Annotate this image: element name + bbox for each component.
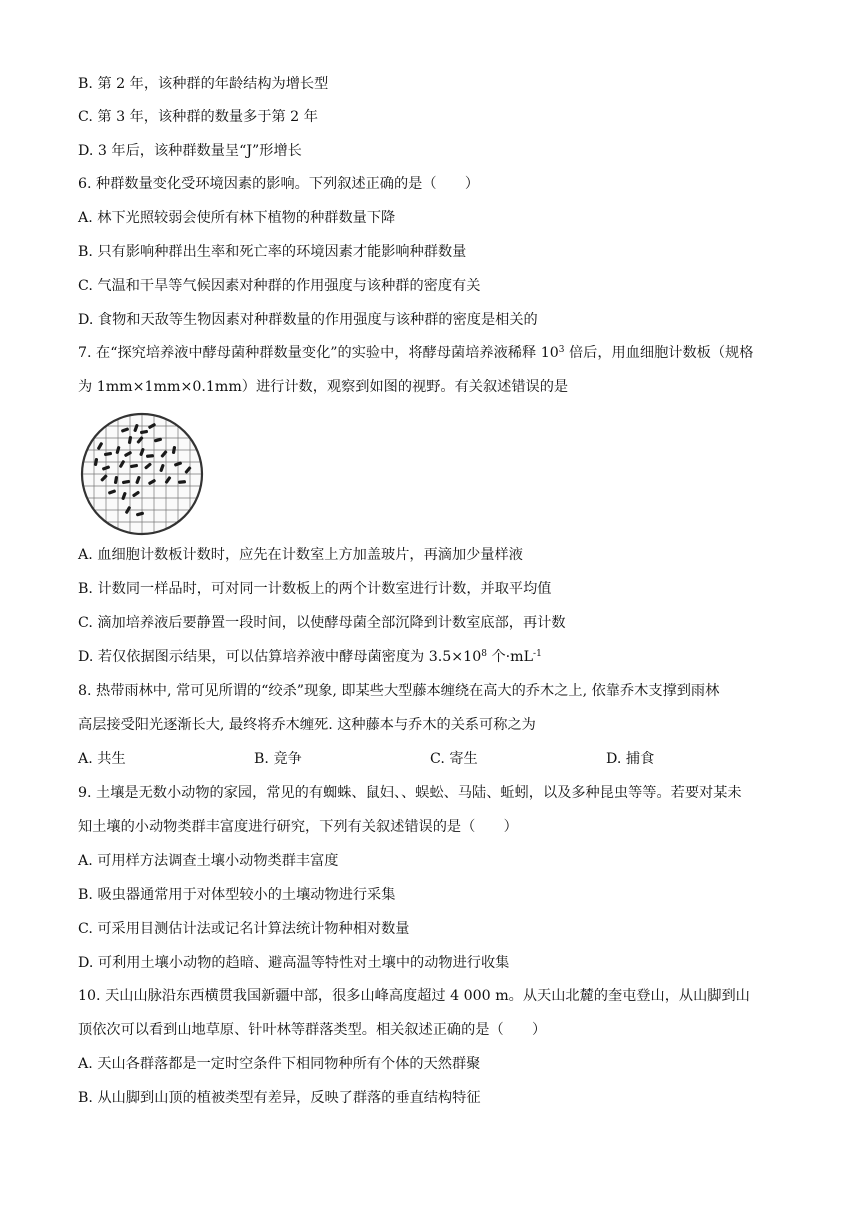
q10-option-a: A. 天山各群落都是一定时空条件下相同物种所有个体的天然群聚 — [78, 1056, 481, 1072]
q5-option-b: B. 第 2 年，该种群的年龄结构为增长型 — [78, 76, 329, 92]
q7-stem-line-1: 7. 在“探究培养液中酵母菌种群数量变化”的实验中，将酵母菌培养液稀释 $10^3$ 倍后，用血细胞计数板（规格 — [78, 345, 754, 361]
q6-stem: 6. 种群数量变化受环境因素的影响。下列叙述正确的是（ ） — [78, 176, 480, 192]
q7-option-b: B. 计数同一样品时，可对同一计数板上的两个计数室进行计数，并取平均值 — [78, 581, 552, 597]
q8-option-d: D. 捕食 — [606, 751, 655, 767]
q8-stem-line-2: 高层接受阳光逐渐长大, 最终将乔木缠死. 这种藤本与乔木的关系可称之为 — [78, 717, 536, 733]
q5-option-c: C. 第 3 年，该种群的数量多于第 2 年 — [78, 109, 318, 125]
q7-option-a: A. 血细胞计数板计数时，应先在计数室上方加盖玻片，再滴加少量样液 — [78, 547, 523, 563]
q6-option-d: D. 食物和天敌等生物因素对种群数量的作用强度与该种群的密度是相关的 — [78, 312, 538, 328]
q6-option-a: A. 林下光照较弱会使所有林下植物的种群数量下降 — [78, 210, 396, 226]
q10-stem-line-1: 10. 天山山脉沿东西横贯我国新疆中部，很多山峰高度超过 4 000 m。从天山北麓的奎屯登山，从山脚到山 — [78, 988, 750, 1004]
q6-option-c: C. 气温和干旱等气候因素对种群的作用强度与该种群的密度有关 — [78, 278, 481, 294]
counting-grid — [78, 410, 206, 538]
q8-stem-line-1: 8. 热带雨林中, 常可见所谓的“绞杀”现象, 即某些大型藤本缠绕在高大的乔木之上, 依靠乔木支撑到雨林 — [78, 683, 720, 699]
q8-options — [78, 749, 778, 769]
q10-stem-line-2: 顶依次可以看到山地草原、针叶林等群落类型。相关叙述正确的是（ ） — [78, 1022, 547, 1038]
hemocytometer-figure — [78, 410, 206, 538]
q7-option-c: C. 滴加培养液后要静置一段时间，以使酵母菌全部沉降到计数室底部，再计数 — [78, 615, 566, 631]
q8-option-b: B. 竞争 — [254, 751, 302, 767]
q9-stem-line-2: 知土壤的小动物类群丰富度进行研究，下列有关叙述错误的是（ ） — [78, 819, 518, 835]
q6-option-b: B. 只有影响种群出生率和死亡率的环境因素才能影响种群数量 — [78, 244, 467, 260]
q8-option-a: A. 共生 — [78, 751, 126, 767]
q9-option-a: A. 可用样方法调查土壤小动物类群丰富度 — [78, 853, 339, 869]
q9-option-c: C. 可采用目测估计法或记名计算法统计物种相对数量 — [78, 921, 410, 937]
q7-stem-line-2: 为 1mm×1mm×0.1mm）进行计数，观察到如图的视野。有关叙述错误的是 — [78, 379, 569, 395]
q8-option-c: C. 寄生 — [430, 751, 478, 767]
q9-option-d: D. 可利用土壤小动物的趋暗、避高温等特性对土壤中的动物进行收集 — [78, 955, 510, 971]
q7-option-d: D. 若仅依据图示结果，可以估算培养液中酵母菌密度为 $3.5\times 10^8$ 个$\cdot mL^{-1}$ — [78, 649, 542, 665]
q10-option-b: B. 从山脚到山顶的植被类型有差异，反映了群落的垂直结构特征 — [78, 1090, 481, 1106]
q5-option-d: D. 3 年后，该种群数量呈“J”形增长 — [78, 143, 302, 159]
q9-option-b: B. 吸虫器通常用于对体型较小的土壤动物进行采集 — [78, 887, 396, 903]
q9-stem-line-1: 9. 土壤是无数小动物的家园，常见的有蜘蛛、鼠妇、、蜈蚣、马陆、蚯蚓，以及多种昆虫等等。若要对某未 — [78, 785, 742, 801]
